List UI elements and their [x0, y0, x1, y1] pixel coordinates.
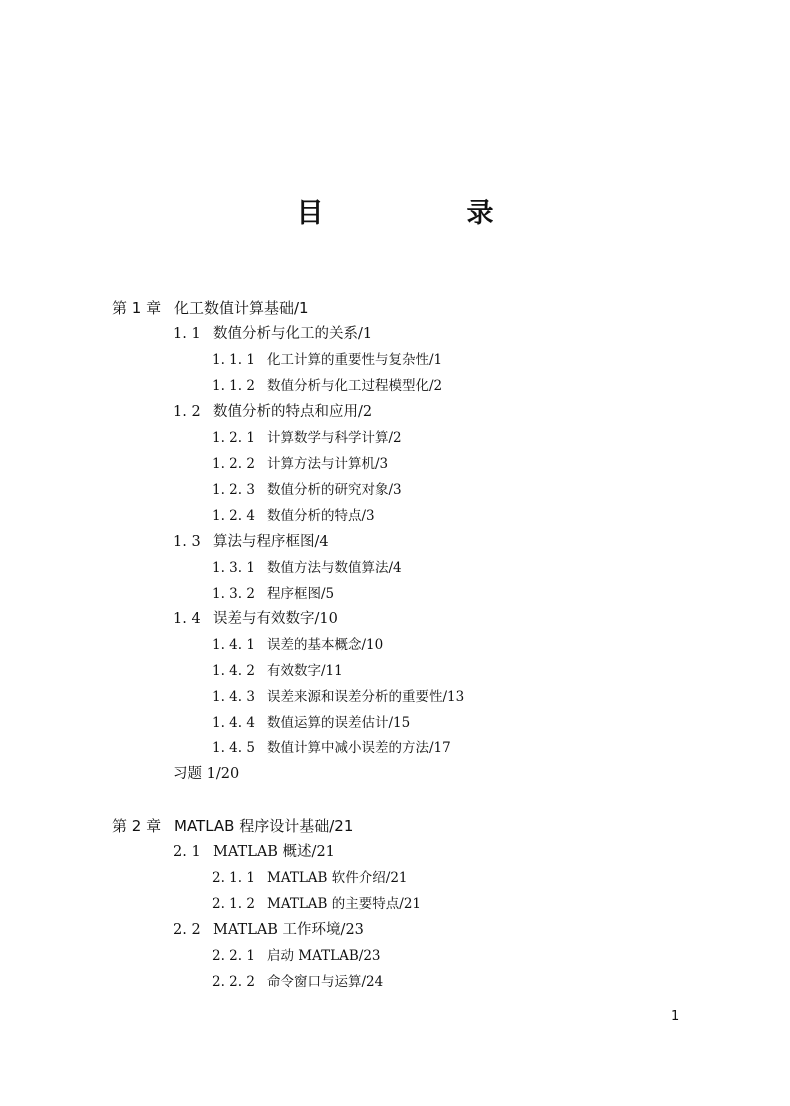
- toc-entry-number: 2. 2. 2: [212, 974, 255, 990]
- toc-entry: [112, 298, 309, 318]
- toc-entry-number: 1. 4. 5: [212, 740, 255, 756]
- toc-entry-number: 第 2 章: [112, 817, 162, 835]
- toc-entry-title: 化工数值计算基础/1: [174, 299, 309, 317]
- toc-entry-title: 数值分析的研究对象/3: [267, 482, 402, 498]
- toc-entry-number: 1. 4. 1: [212, 637, 255, 653]
- toc-entry-title: 误差与有效数字/10: [213, 611, 338, 627]
- toc-entry-number: 1. 1: [173, 326, 201, 342]
- toc-entry: [173, 324, 372, 344]
- toc-entry-title: 算法与程序框图/4: [213, 534, 329, 550]
- toc-entry: [212, 738, 451, 758]
- toc-entry-title: 数值运算的误差估计/15: [267, 715, 411, 731]
- toc-entry: [212, 506, 375, 526]
- toc-entry: [212, 661, 343, 681]
- toc-entry: [173, 842, 335, 862]
- toc-entry-number: 2. 1. 2: [212, 896, 255, 912]
- toc-entry-title: 数值方法与数值算法/4: [267, 560, 402, 576]
- toc-entry-number: 1. 2. 3: [212, 482, 255, 498]
- toc-entry: [212, 350, 442, 370]
- toc-entry: [212, 635, 383, 655]
- toc-entry-title: 计算数学与科学计算/2: [267, 430, 402, 446]
- toc-entry-title: 数值分析与化工的关系/1: [213, 326, 373, 342]
- toc-entry-title: 命令窗口与运算/24: [267, 974, 384, 990]
- toc-entry-number: 1. 4. 2: [212, 663, 255, 679]
- toc-entry-title: MATLAB 的主要特点/21: [267, 896, 421, 912]
- toc-entry: [173, 532, 329, 552]
- toc-entry: [173, 402, 372, 422]
- toc-entry-number: 2. 2: [173, 922, 201, 938]
- toc-entry-title: 有效数字/11: [267, 663, 343, 679]
- toc-entry: [212, 894, 421, 914]
- toc-entry-title: MATLAB 工作环境/23: [213, 922, 364, 938]
- toc-entry-title: MATLAB 软件介绍/21: [267, 870, 408, 886]
- toc-entry: [212, 972, 383, 992]
- toc-entry-title: 启动 MATLAB/23: [267, 948, 381, 964]
- toc-entry-title: 数值分析的特点/3: [267, 508, 375, 524]
- toc-entry-number: 1. 1. 1: [212, 352, 255, 368]
- toc-entry-number: 1. 3: [173, 534, 201, 550]
- toc-entry-title: 数值分析的特点和应用/2: [213, 404, 373, 420]
- toc-entry-title: 计算方法与计算机/3: [267, 456, 389, 472]
- toc-entry-number: 1. 1. 2: [212, 378, 255, 394]
- toc-entry-number: 1. 4: [173, 611, 201, 627]
- toc-entry: [212, 946, 381, 966]
- toc-entry-title: 化工计算的重要性与复杂性/1: [267, 352, 443, 368]
- toc-entry-title: 数值计算中减小误差的方法/17: [267, 740, 451, 756]
- toc-entry-number: 1. 2. 2: [212, 456, 255, 472]
- toc-entry: [173, 764, 239, 784]
- toc-entry: [173, 920, 364, 940]
- toc-entry: [212, 713, 410, 733]
- toc-entry-title: 数值分析与化工过程模型化/2: [267, 378, 443, 394]
- toc-entry-title: 误差来源和误差分析的重要性/13: [267, 689, 465, 705]
- toc-entry-title: 习题 1/20: [173, 766, 240, 782]
- toc-entry: [212, 480, 402, 500]
- toc-entry-title: 程序框图/5: [267, 586, 335, 602]
- toc-entry-title: 误差的基本概念/10: [267, 637, 384, 653]
- toc-entry-number: 1. 3. 2: [212, 586, 255, 602]
- toc-entry-number: 1. 2. 4: [212, 508, 255, 524]
- toc-entry-number: 1. 2: [173, 404, 201, 420]
- toc-entry: [212, 687, 464, 707]
- page-number: 1: [671, 1009, 680, 1024]
- toc-entry-title: MATLAB 程序设计基础/21: [174, 817, 354, 835]
- toc-entry-number: 2. 1. 1: [212, 870, 255, 886]
- toc-entry-number: 2. 1: [173, 844, 201, 860]
- toc-entry-number: 1. 3. 1: [212, 560, 255, 576]
- toc-entry: [212, 868, 408, 888]
- toc-entry: [212, 376, 442, 396]
- page-title: 目 录: [296, 198, 552, 229]
- toc-entry: [173, 609, 338, 629]
- toc-entry: [212, 428, 402, 448]
- toc-entry-title: MATLAB 概述/21: [213, 844, 335, 860]
- toc-entry: [112, 816, 353, 836]
- toc-entry-number: 第 1 章: [112, 299, 162, 317]
- toc-entry-number: 2. 2. 1: [212, 948, 255, 964]
- toc-entry-number: 1. 4. 3: [212, 689, 255, 705]
- toc-entry: [212, 454, 388, 474]
- toc-entry: [212, 584, 334, 604]
- toc-entry-number: 1. 4. 4: [212, 715, 255, 731]
- toc-entry-number: 1. 2. 1: [212, 430, 255, 446]
- toc-entry: [212, 558, 402, 578]
